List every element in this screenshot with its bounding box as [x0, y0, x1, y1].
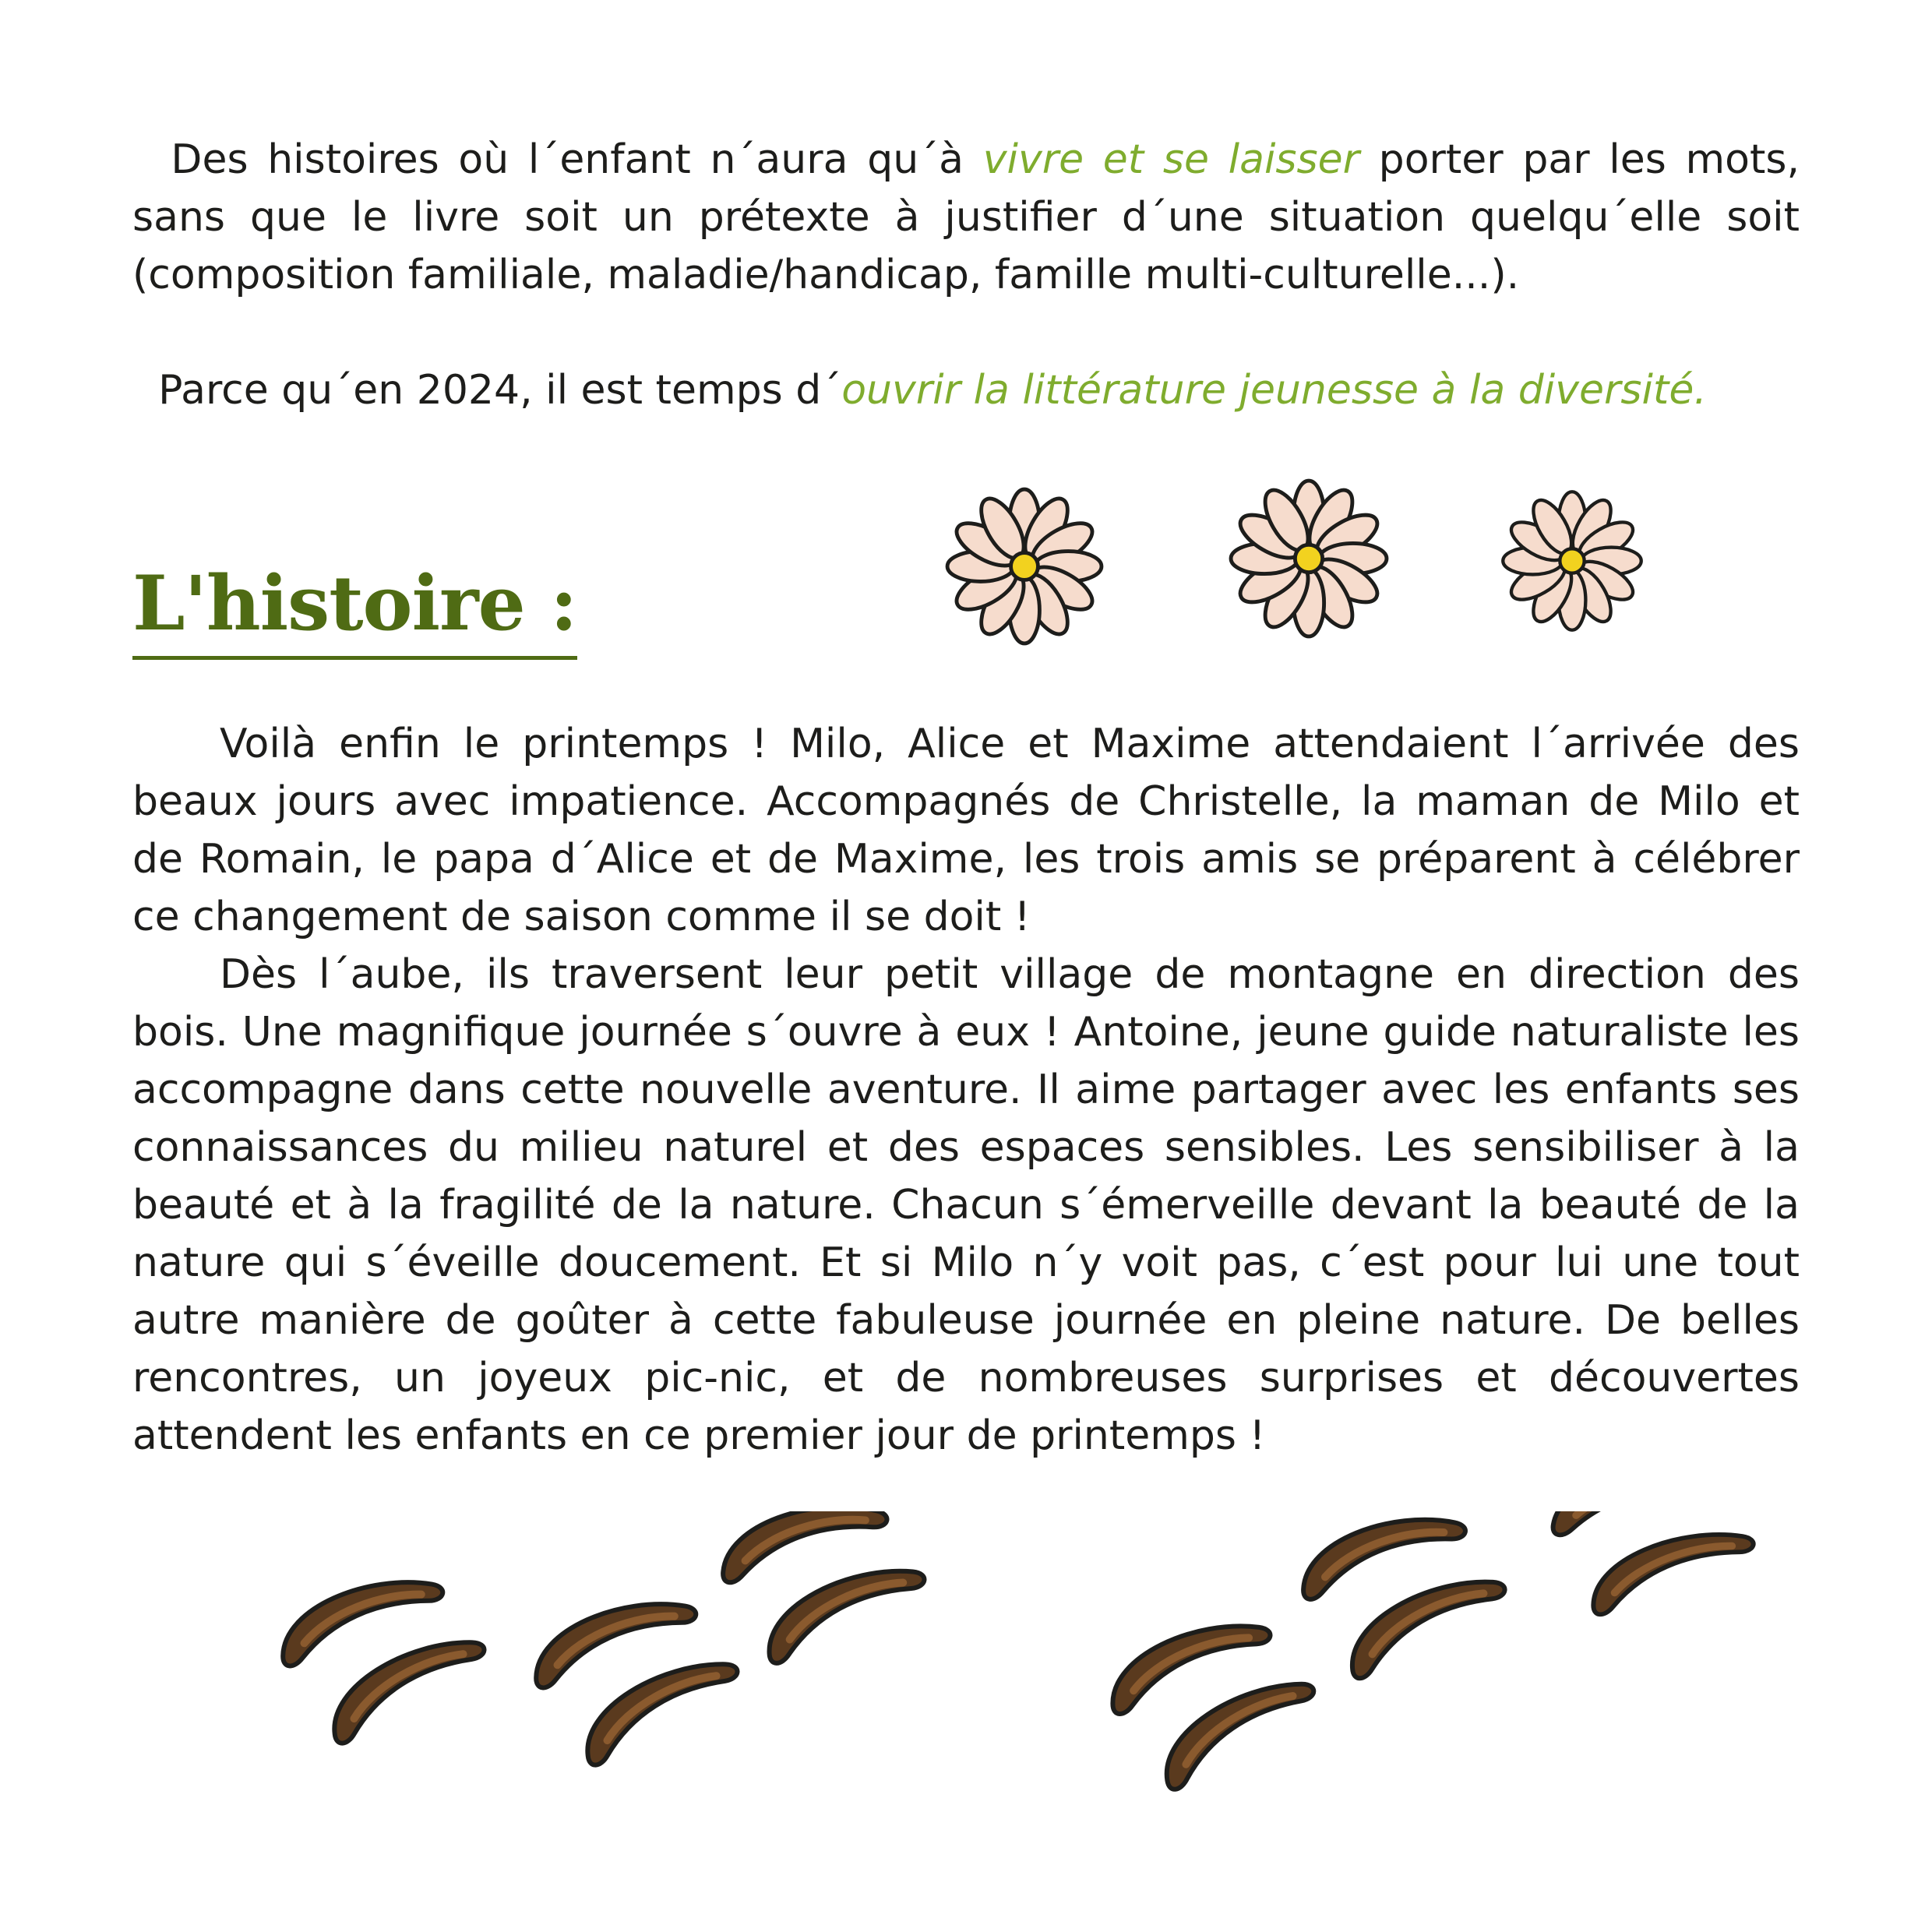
footprint-icon	[525, 1587, 756, 1775]
footprint-icon	[1549, 1511, 1763, 1618]
daisy-icon	[947, 489, 1102, 643]
intro-paragraph-1: Des histoires où l´enfant n´aura qu´à vivre et se laisser porter par les mots, sans que le livre soit un prétexte à justifier d´une situation quelqu´elle soit (composition familiale, maladie/handicap, famille multi-culturelle...).	[132, 136, 1800, 298]
daisy-icon	[1231, 481, 1387, 636]
section-heading: L'histoire :	[132, 561, 577, 660]
footprint-icon	[1100, 1606, 1334, 1800]
footprint-icon	[1294, 1511, 1521, 1687]
intro-paragraph-2: Parce qu´en 2024, il est temps d´ouvrir la littérature jeunesse à la diversité.	[158, 367, 1707, 414]
daisy-icon	[1503, 492, 1641, 629]
highlight-text: vivre et se laisser	[982, 136, 1359, 183]
footprint-trail	[0, 1511, 1932, 1885]
story-text	[132, 715, 1800, 1465]
story-paragraph-2: Dès l´aube, ils traversent leur petit village de montagne en direction des bois. Une magnifique journée s´ouvre à eux ! Antoine, jeune guide naturaliste les accompagne dans cette nouvelle aventure. Il aime partager avec les enfants ses connaissances du milieu naturel et des espaces sensibles. Les sensibiliser à la beauté et à la fragilité de la nature. Chacun s´émerveille devant la beauté de la nature qui s´éveille doucement. Et si Milo n´y voit pas, c´est pour lui une tout autre manière de goûter à cette fabuleuse journée en pleine nature. De belles rencontres, un joyeux pic-nic, et de nombreuses surprises et découvertes attendent les enfants en ce premier jour de printemps !	[132, 951, 1800, 1459]
footprint-icon	[716, 1511, 939, 1669]
story-paragraph-1: Voilà enfin le printemps ! Milo, Alice et Maxime attendaient l´arrivée des beaux jours avec impatience. Accompagnés de Christelle, la maman de Milo et de Romain, le papa d´Alice et de Maxime, les trois amis se préparent à célébrer ce changement de saison comme il se doit !	[132, 721, 1800, 940]
intro-text	[132, 131, 1800, 419]
highlight-text: ouvrir la littérature jeunesse à la diversité	[841, 367, 1694, 414]
daisy-row	[919, 467, 1698, 654]
footprint-icon	[272, 1565, 502, 1753]
